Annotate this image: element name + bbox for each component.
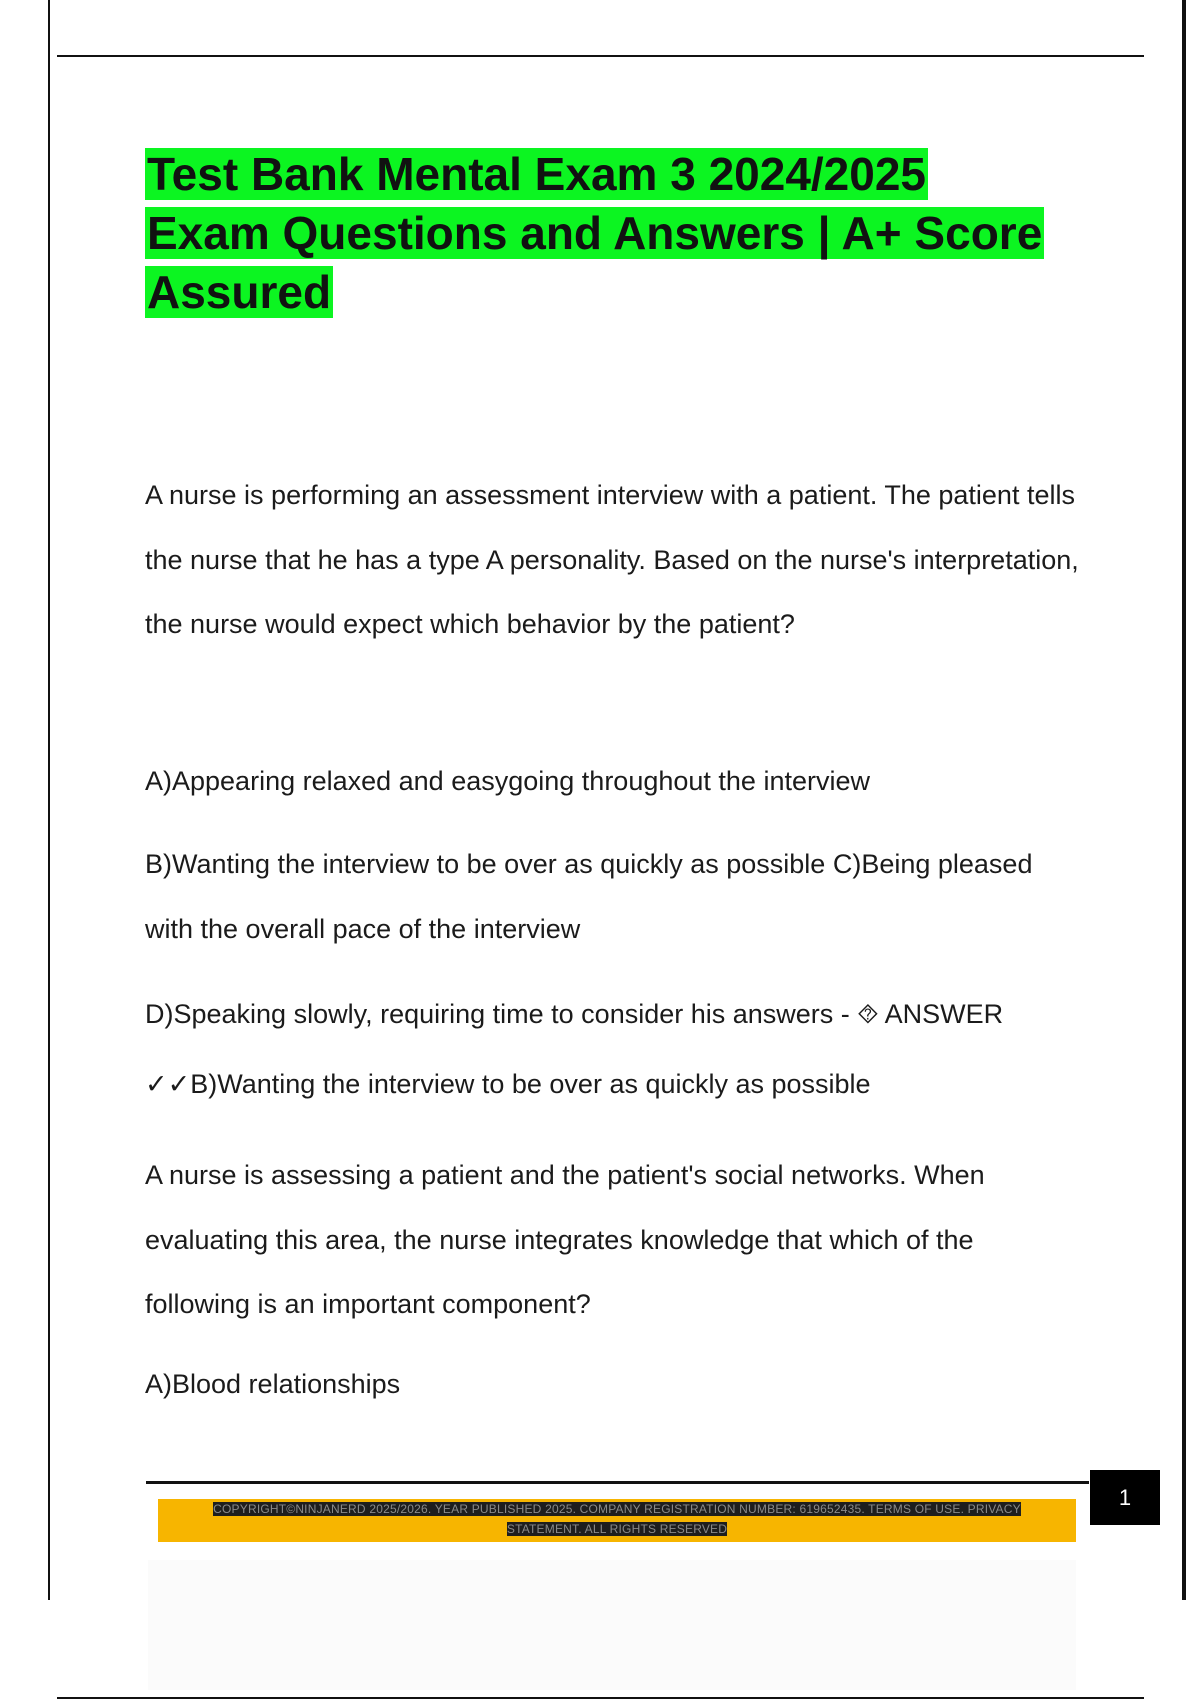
document-title — [145, 145, 1045, 322]
question-2-option-a — [145, 1369, 1085, 1400]
copyright-footer — [158, 1499, 1076, 1542]
option-d: D)Speaking slowly, requiring time to consider his answers - ⯑ ANSWER — [145, 999, 1004, 1029]
footer-rule — [146, 1481, 1089, 1484]
page-bottom-rule — [57, 1697, 1144, 1699]
question-2-stem: A nurse is assessing a patient and the patient's social networks. When evaluating this area, the nurse integrates knowledge that which of the following is an important component? — [145, 1160, 985, 1319]
question-1-option-b-c — [145, 849, 1085, 880]
question-1-answer — [145, 1069, 1085, 1100]
question-1-option-d — [145, 999, 1085, 1031]
page-border-left — [48, 0, 50, 1600]
question-2 — [145, 1143, 1085, 1337]
option-a-q2: A)Blood relationships — [145, 1369, 401, 1399]
copyright-line-2: STATEMENT. ALL RIGHTS RESERVED — [506, 1522, 728, 1536]
header-rule — [57, 55, 1144, 57]
next-page-shadow — [148, 1560, 1076, 1690]
page-number — [1090, 1470, 1160, 1525]
option-b-c-line-1: B)Wanting the interview to be over as quickly as possible C)Being pleased — [145, 849, 1033, 879]
question-1-stem: A nurse is performing an assessment interview with a patient. The patient tells the nurse that he has a type A personality. Based on the nurse's interpretation, the nurse would expect which behavior by the patient? — [145, 480, 1079, 639]
question-1-option-a — [145, 766, 1085, 797]
question-1-option-c-cont — [145, 914, 1085, 945]
title-highlight: Test Bank Mental Exam 3 2024/2025 Exam Questions and Answers | A+ Score Assured — [147, 148, 1043, 318]
page-border-right — [1182, 0, 1186, 1600]
copyright-line-1: COPYRIGHT©NINJANERD 2025/2026. YEAR PUBLISHED 2025. COMPANY REGISTRATION NUMBER: 619652435. TERMS OF USE. PRIVACY — [213, 1502, 1021, 1516]
question-1 — [145, 463, 1085, 657]
answer-line: ✓✓B)Wanting the interview to be over as quickly as possible — [145, 1069, 871, 1099]
option-a: A)Appearing relaxed and easygoing throughout the interview — [145, 766, 870, 796]
option-b-c-line-2: with the overall pace of the interview — [145, 914, 581, 944]
page-number-label: 1 — [1118, 1484, 1132, 1510]
